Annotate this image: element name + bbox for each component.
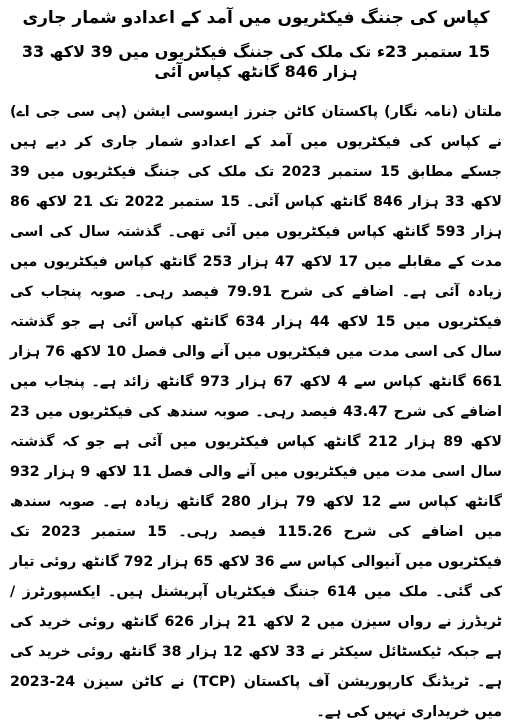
article-headline: کپاس کی جننگ فیکٹریوں میں آمد کے اعدادو شمار جاری bbox=[22, 8, 490, 28]
article-body: ملتان (نامہ نگار) پاکستان کاٹن جنرز ایسوسی ایشن (پی سی جی اے) نے کپاس کی فیکٹریوں میں آمد کے اعدادو شمار جاری کر دیے ہیں جسکے مطابق 15 ستمبر 2023 تک ملک کی جننگ فیکٹریوں میں 39 لاکھ 33 ہزار 846 گانٹھ کپاس آئی۔ 15 ستمبر 2022 تک 21 لاکھ 86 ہزار 593 گانٹھ کپاس فیکٹریوں میں آئی تھی۔ گذشتہ سال کی اسی مدت کے مقابلے میں 17 لاکھ 47 ہزار 253 گانٹھ کپاس فیکٹریوں میں زیادہ آئی ہے۔ اضافے کی شرح 79.91 فیصد رہی۔ صوبہ پنجاب کی فیکٹریوں میں 15 لاکھ 44 ہزار 634 گانٹھ کپاس آئی ہے جو گذشتہ سال کی اسی مدت میں فیکٹریوں میں آنے والی فصل 10 لاکھ 76 ہزار 661 گانٹھ کپاس سے 4 لاکھ 67 ہزار 973 گانٹھ زائد ہے۔ پنجاب میں اضافے کی شرح 43.47 فیصد رہی۔ صوبہ سندھ کی فیکٹریوں میں 23 لاکھ 89 ہزار 212 گانٹھ کپاس فیکٹریوں میں آئی ہے جو کہ گذشتہ سال اسی مدت میں فیکٹریوں میں آنے والی فصل 11 لاکھ 9 ہزار 932 گانٹھ کپاس سے 12 لاکھ 79 ہزار 280 گانٹھ زیادہ ہے۔ صوبہ سندھ میں اضافے کی شرح 115.26 فیصد رہی۔ 15 ستمبر 2023 تک فیکٹریوں میں آنیوالی کپاس سے 36 لاکھ 65 ہزار 792 گانٹھ روئی تیار کی گئی۔ ملک میں 614 جننگ فیکٹریاں آپریشنل ہیں۔ ایکسپورٹرز / ٹریڈرز نے رواں سیزن میں 2 لاکھ 21 ہزار 626 گانٹھ روئی خرید کی ہے جبکہ ٹیکسٹائل سیکٹر نے 33 لاکھ 12 ہزار 38 گانٹھ روئی خرید کی ہے۔ ٹریڈنگ کارپوریشن آف پاکستان (TCP) نے کاٹن سیزن 24-2023 میں خریداری نہیں کی ہے۔ bbox=[10, 103, 503, 720]
article-subheadline: 15 ستمبر 23ء تک ملک کی جننگ فیکٹریوں میں 39 لاکھ 33 ہزار 846 گانٹھ کپاس آئی bbox=[21, 42, 491, 81]
